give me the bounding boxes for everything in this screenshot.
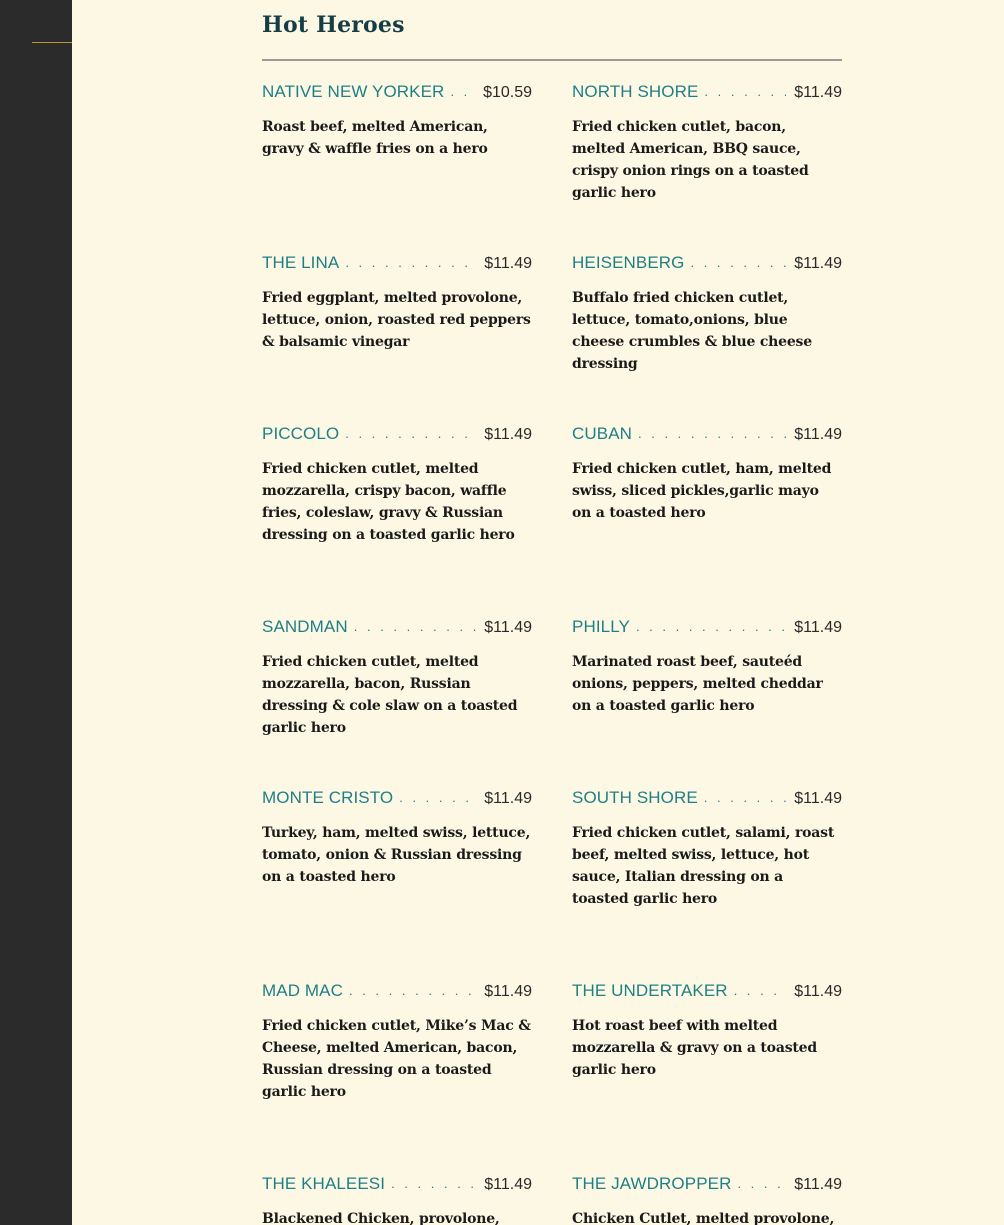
menu-item: [262, 1174, 532, 1225]
menu-item: [572, 981, 842, 1081]
menu-item: [262, 788, 532, 888]
menu-item: [262, 981, 532, 1103]
menu-item-name: MONTE CRISTO: [262, 788, 394, 807]
menu-item: [572, 1174, 842, 1225]
menu-item-price: $11.49: [794, 255, 842, 272]
menu-item-header: [262, 981, 532, 1003]
menu-item-description: Fried chicken cutlet, bacon, melted American, BBQ sauce, crispy onion rings on a toasted garlic hero: [572, 119, 809, 201]
dot-leader: [737, 1176, 786, 1191]
menu-item-description: Turkey, ham, melted swiss, lettuce, tomato, onion & Russian dressing on a toasted hero: [262, 825, 531, 885]
dot-leader: [345, 426, 476, 441]
menu-item-description: Fried chicken cutlet, Mike’s Mac & Cheese, melted American, bacon, Russian dressing on a toasted garlic hero: [262, 1018, 531, 1100]
dot-leader: [345, 255, 476, 270]
menu-item-header: [572, 82, 842, 104]
menu-item-header: [262, 788, 532, 810]
menu-item-name: THE KHALEESI: [262, 1174, 386, 1193]
menu-item-header: [572, 617, 842, 639]
menu-item-description: Blackened Chicken, provolone,: [262, 1211, 500, 1225]
dot-leader: [638, 426, 786, 441]
menu-item-price: $11.49: [794, 84, 842, 101]
menu-item-price: $11.49: [484, 790, 532, 807]
dot-leader: [734, 983, 787, 998]
menu-item-header: [262, 253, 532, 275]
menu-item-description: Roast beef, melted American, gravy & waffle fries on a hero: [262, 119, 488, 157]
menu-item-name: SOUTH SHORE: [572, 788, 698, 807]
menu-item-header: [572, 253, 842, 275]
menu-item: [572, 82, 842, 204]
menu-item-price: $11.49: [794, 426, 842, 443]
menu-item: [262, 424, 532, 546]
menu-item: [572, 253, 842, 375]
menu-item-price: $11.49: [794, 790, 842, 807]
menu-item-description: Chicken Cutlet, melted provolone,: [572, 1211, 835, 1225]
menu-item-description: Fried eggplant, melted provolone, lettuce, onion, roasted red peppers & balsamic vinegar: [262, 290, 531, 350]
menu-item-header: [262, 617, 532, 639]
menu-item-header: [262, 424, 532, 446]
menu-item-header: [262, 82, 532, 104]
dot-leader: [354, 619, 477, 634]
menu-item-name: SANDMAN: [262, 617, 348, 636]
menu-item-price: $11.49: [484, 983, 532, 1000]
menu-item-price: $10.59: [483, 84, 532, 101]
dot-leader: [391, 1176, 476, 1191]
menu-item-price: $11.49: [794, 1176, 842, 1193]
section-divider: [262, 59, 842, 61]
menu-item-name: PHILLY: [572, 617, 630, 636]
menu-item-name: THE LINA: [262, 253, 340, 272]
menu-content: [72, 0, 1004, 1225]
menu-item-price: $11.49: [484, 619, 532, 636]
menu-item-price: $11.49: [484, 426, 532, 443]
sidebar-accent-rule: [32, 42, 72, 43]
dot-leader: [636, 619, 786, 634]
menu-item-header: [572, 424, 842, 446]
section-title: Hot Heroes: [262, 12, 405, 38]
menu-item-description: Fried chicken cutlet, melted mozzarella, crispy bacon, waffle fries, coleslaw, gravy & Russian dressing on a toasted garlic hero: [262, 461, 515, 543]
menu-item: [572, 424, 842, 524]
menu-item-header: [572, 788, 842, 810]
menu-item: [262, 617, 532, 739]
dot-leader: [690, 255, 786, 270]
menu-item-price: $11.49: [484, 1176, 532, 1193]
menu-item-description: Marinated roast beef, sauteéd onions, peppers, melted cheddar on a toasted garlic hero: [572, 654, 823, 714]
menu-item-name: NORTH SHORE: [572, 82, 699, 101]
menu-item-description: Fried chicken cutlet, salami, roast beef, melted swiss, lettuce, hot sauce, Italian dressing on a toasted garlic hero: [572, 825, 835, 907]
menu-item-price: $11.49: [484, 255, 532, 272]
menu-item-header: [262, 1174, 532, 1196]
menu-item-description: Hot roast beef with melted mozzarella & gravy on a toasted garlic hero: [572, 1018, 817, 1078]
menu-item-price: $11.49: [794, 983, 842, 1000]
menu-item: [572, 617, 842, 717]
dot-leader: [349, 983, 476, 998]
menu-item-header: [572, 981, 842, 1003]
dot-leader: [450, 84, 475, 99]
menu-item-price: $11.49: [794, 619, 842, 636]
dot-leader: [399, 790, 476, 805]
menu-item-name: THE JAWDROPPER: [572, 1174, 732, 1193]
menu-item: [262, 82, 532, 160]
menu-item-header: [572, 1174, 842, 1196]
menu-item-name: THE UNDERTAKER: [572, 981, 728, 1000]
dot-leader: [704, 84, 786, 99]
menu-item-name: MAD MAC: [262, 981, 343, 1000]
menu-item-description: Fried chicken cutlet, ham, melted swiss, sliced pickles,garlic mayo on a toasted hero: [572, 461, 832, 521]
menu-item-description: Buffalo fried chicken cutlet, lettuce, tomato,onions, blue cheese crumbles & blue cheese dressing: [572, 290, 812, 372]
menu-item: [262, 253, 532, 353]
menu-item: [572, 788, 842, 910]
menu-item-name: HEISENBERG: [572, 253, 685, 272]
menu-item-name: NATIVE NEW YORKER: [262, 82, 445, 101]
dot-leader: [704, 790, 786, 805]
menu-item-name: CUBAN: [572, 424, 633, 443]
sidebar: [0, 0, 72, 1225]
menu-item-description: Fried chicken cutlet, melted mozzarella, bacon, Russian dressing & cole slaw on a toasted garlic hero: [262, 654, 518, 736]
menu-item-name: PICCOLO: [262, 424, 340, 443]
